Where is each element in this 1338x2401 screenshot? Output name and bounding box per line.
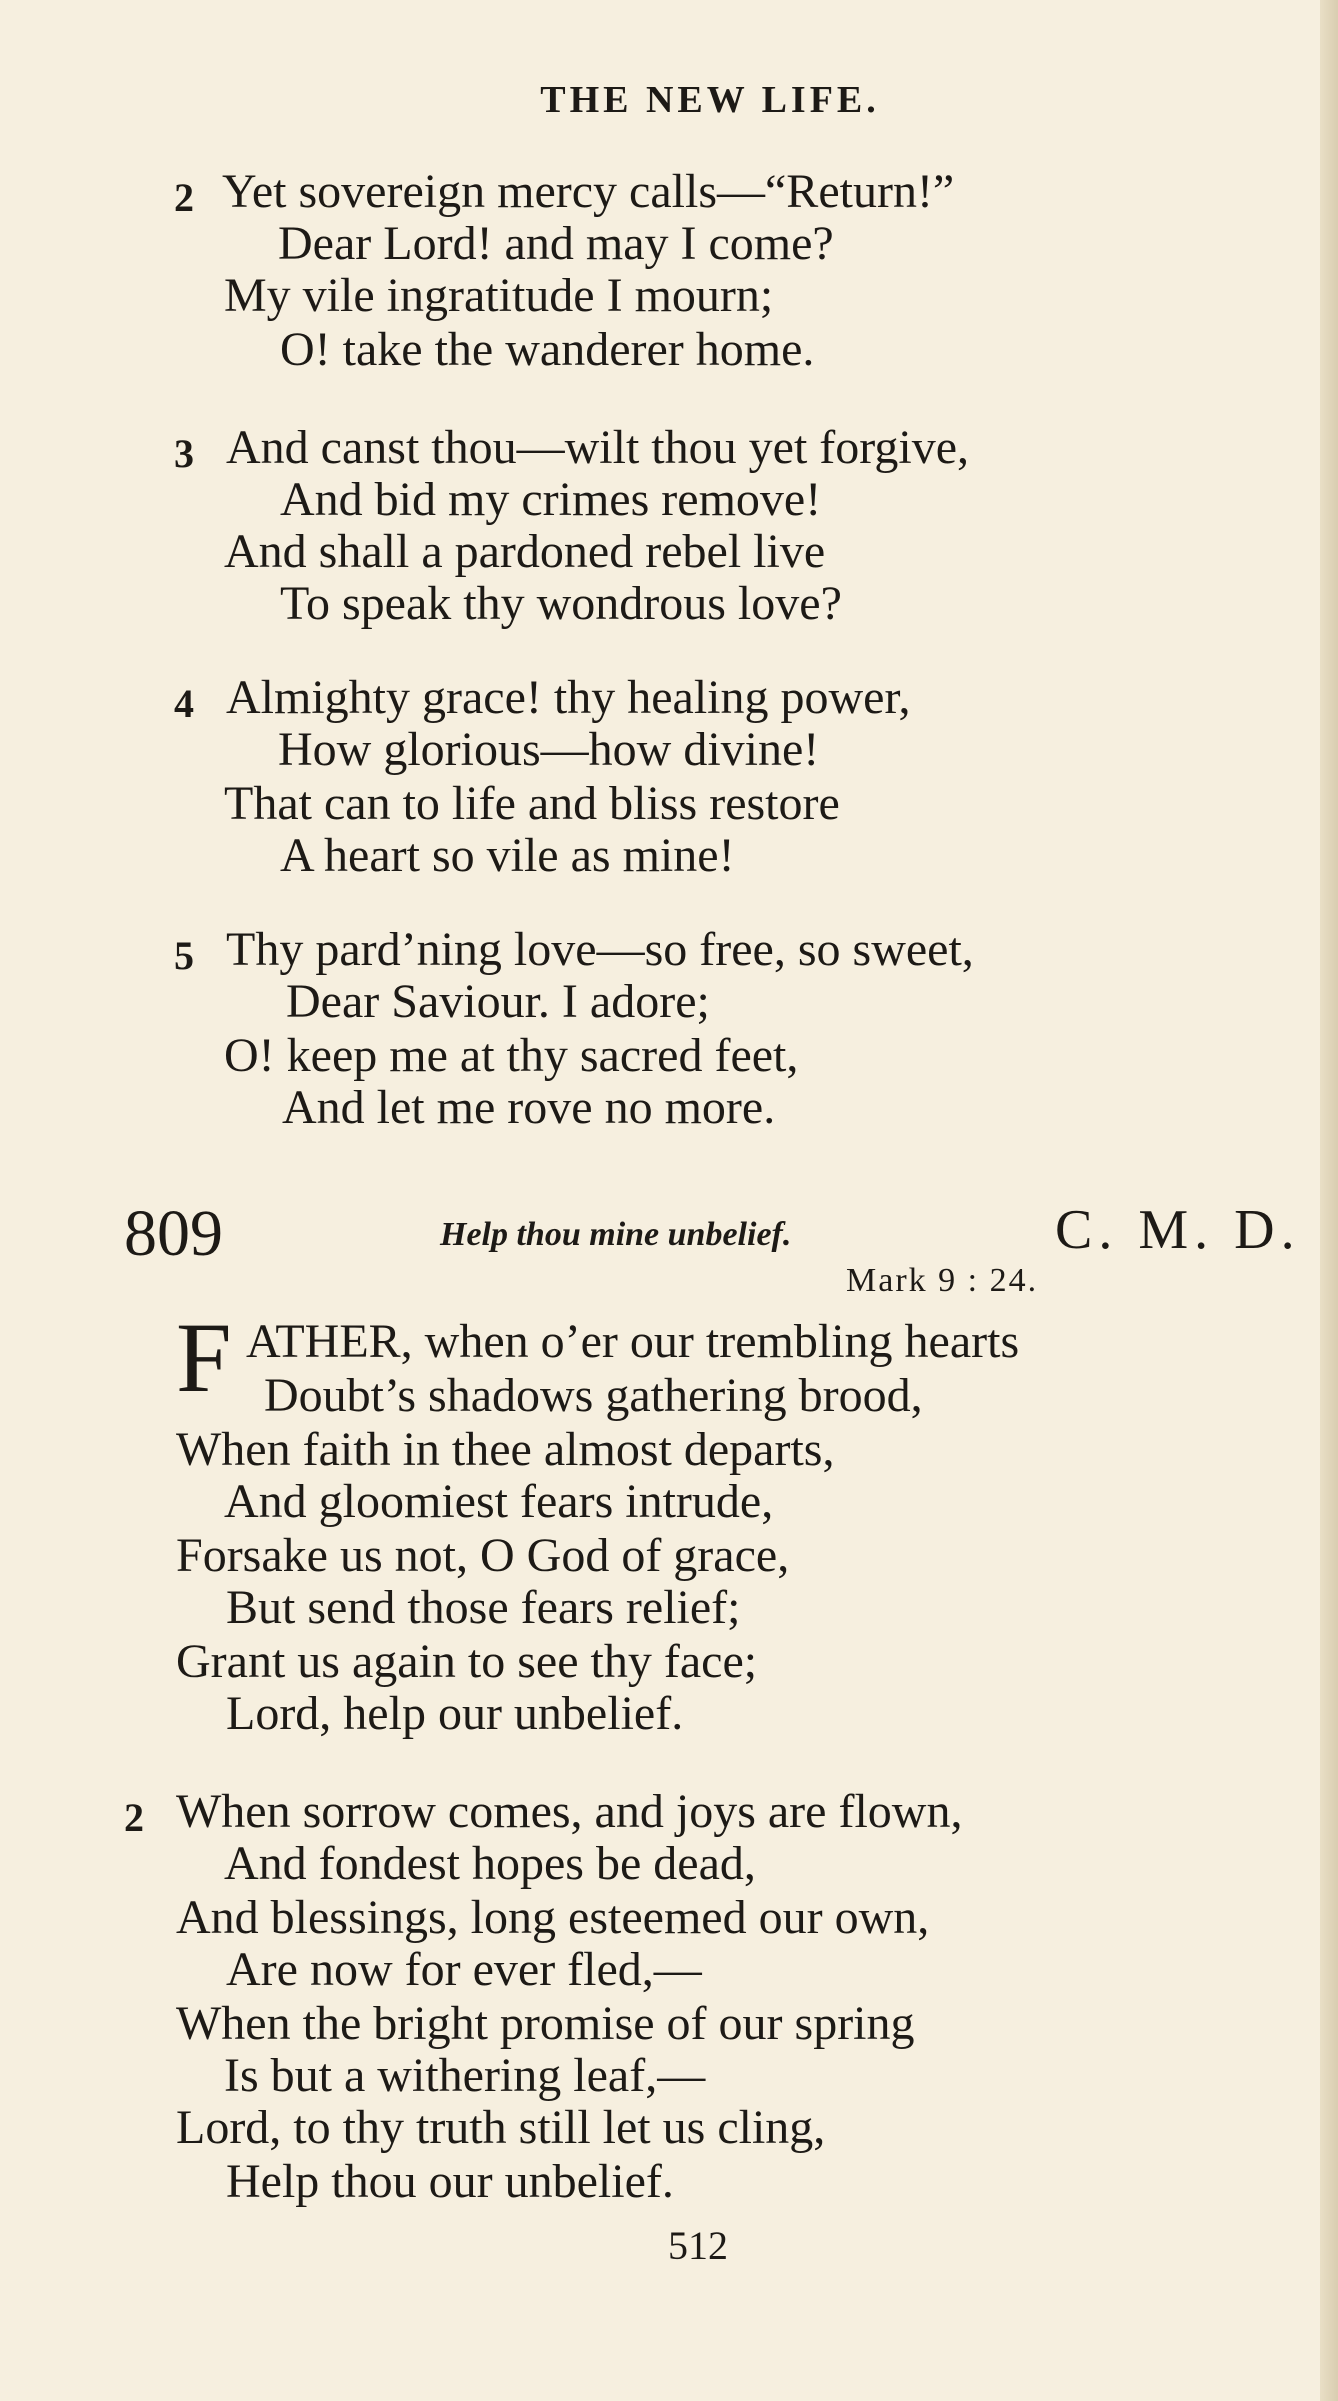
verse-line: Dear Lord! and may I come? [278,217,834,270]
verse-line: A heart so vile as mine! [280,829,735,882]
verse-line: That can to life and bliss restore [224,777,840,830]
verse-line: When the bright promise of our spring [176,1997,915,2050]
verse-line: And let me rove no more. [282,1081,776,1134]
verse-line: When sorrow comes, and joys are flown, [176,1785,963,1838]
verse-line: But send those fears relief; [226,1581,741,1634]
verse-line: And shall a pardoned rebel live [224,525,826,578]
stanza-number: 2 [174,175,194,220]
page-number: 512 [668,2223,728,2268]
verse-line: Dear Saviour. I adore; [286,975,710,1028]
verse-line: Lord, to thy truth still let us cling, [176,2101,826,2154]
verse-line: When faith in thee almost departs, [176,1423,835,1476]
verse-line: O! take the wanderer home. [280,323,815,376]
verse-line: Lord, help our unbelief. [226,1687,684,1740]
drop-cap: F [176,1302,232,1413]
verse-line: Is but a withering leaf,— [224,2049,706,2102]
verse-line: Yet sovereign mercy calls—“Return!” [222,165,955,218]
verse-line: Thy pard’ning love—so free, so sweet, [226,923,974,976]
verse-line: And bid my crimes remove! [280,473,822,526]
page-spine-edge [1320,0,1338,2401]
stanza-number: 2 [124,1795,144,1840]
verse-line: And blessings, long esteemed our own, [176,1891,930,1944]
stanza-number: 3 [174,431,194,476]
verse-line: O! keep me at thy sacred feet, [224,1029,799,1082]
hymn-meter: C. M. D. [1055,1199,1301,1261]
verse-line: Are now for ever fled,— [226,1943,702,1996]
verse-line: Grant us again to see thy face; [176,1635,758,1688]
hymn-title: Help thou mine unbelief. [440,1216,792,1253]
verse-line: ATHER, when o’er our trembling hearts [246,1315,1020,1368]
verse-line: To speak thy wondrous love? [280,577,842,630]
stanza-number: 5 [174,933,194,978]
verse-line: And canst thou—wilt thou yet forgive, [226,421,970,474]
verse-line: Help thou our unbelief. [226,2155,674,2208]
verse-line: And fondest hopes be dead, [224,1837,756,1890]
running-header: THE NEW LIFE. [540,79,880,121]
verse-line: Forsake us not, O God of grace, [176,1529,790,1582]
verse-line: And gloomiest fears intrude, [224,1475,774,1528]
verse-line: Doubt’s shadows gathering brood, [264,1369,923,1422]
verse-line: My vile ingratitude I mourn; [224,269,774,322]
scripture-reference: Mark 9 : 24. [846,1262,1039,1299]
stanza-number: 4 [174,681,194,726]
hymn-number: 809 [124,1197,223,1270]
verse-line: How glorious—how divine! [278,723,820,776]
verse-line: Almighty grace! thy healing power, [226,671,911,724]
